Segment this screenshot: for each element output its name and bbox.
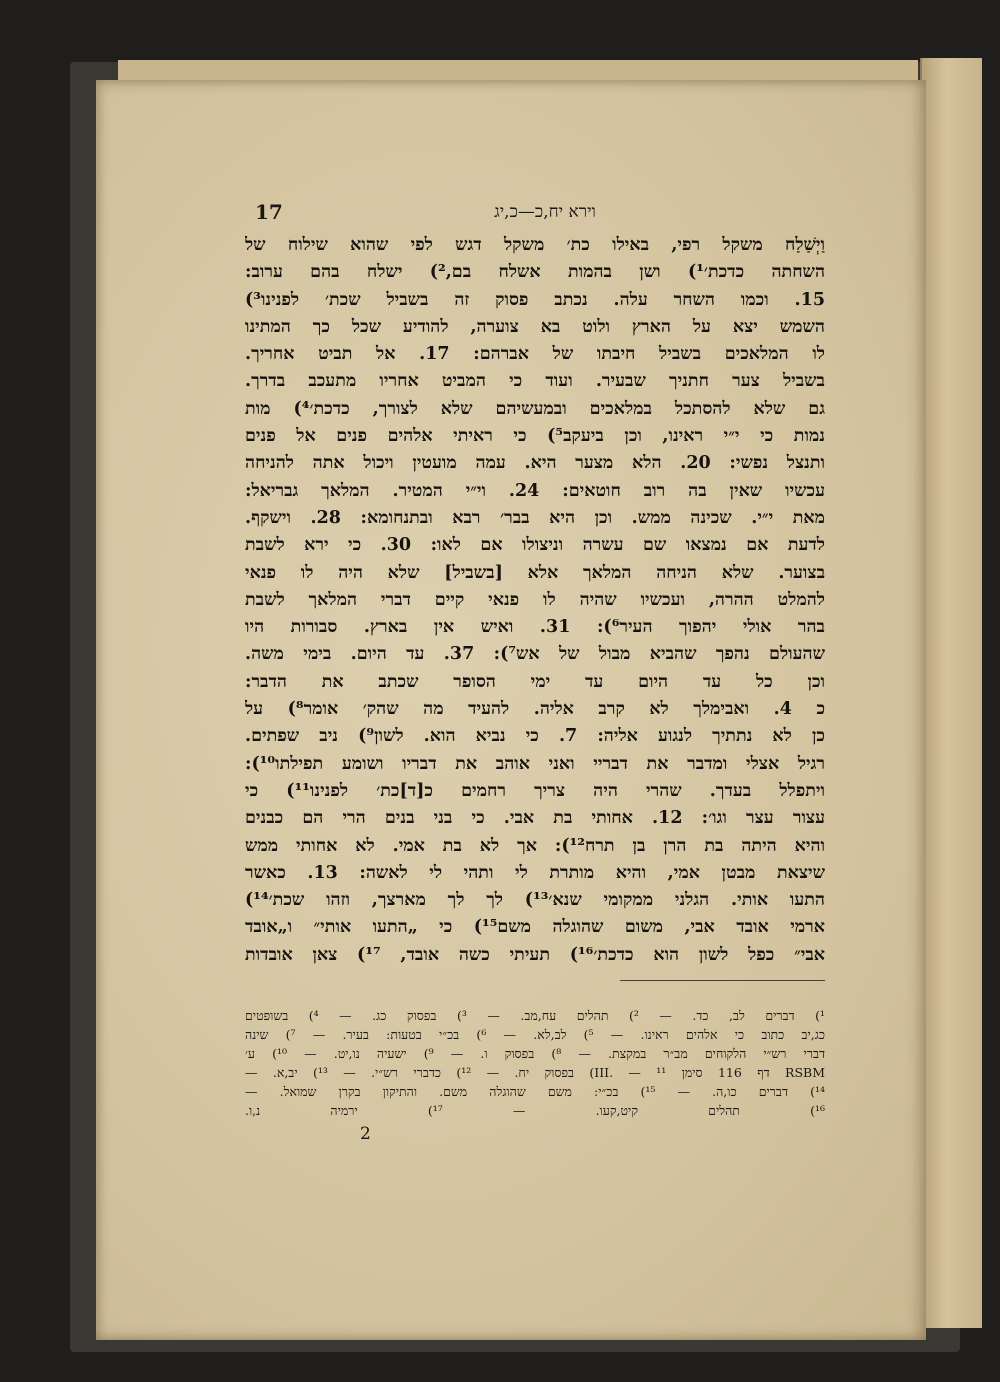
text-line: וכן כל עד היום עד ימי הסופר שכתב את הדבר:: [245, 671, 825, 692]
footnote-line: RSBM דף 116 סימן III. — ¹¹) בפסוק יח. — ¹²) כדברי רש״י. — ¹³) יב,א. —: [245, 1065, 825, 1080]
footnote-divider: [620, 980, 825, 981]
footnote-line: ¹⁶) תהלים קיט,קעו. — ¹⁷) ירמיה נ,ו.: [245, 1103, 825, 1118]
text-line: לדעת אם נמצאו שם עשרה וניצולו אם לאו: 30. כי ירא לשבת: [245, 535, 825, 556]
footnote-line: ¹⁴) דברים כו,ה. — ¹⁵) בכ״י: משם שהוגלה משם. והתיקון בקרן שמואל. —: [245, 1084, 825, 1099]
text-line: אבי״ כפל לשון הוא כדכת׳¹⁶) תעיתי כשה אובד, ¹⁷) צאן אובדות: [245, 944, 825, 965]
text-line: עצור עצר וגו׳: 12. אחותי בת אבי. כי בני בנים הרי הם כבנים: [245, 808, 825, 829]
text-line: השחתה כדכת׳¹) ושן בהמות אשלח בם,²) ישלח בהם ערוב:: [245, 262, 825, 283]
text-line: נמות כי י״י ראינו, וכן ביעקב⁵) כי ראיתי אלהים פנים אל פנים: [245, 426, 825, 447]
text-line: גם שלא להסתכל במלאכים ובמעשיהם שלא לצורך, כדכת׳⁴) מות: [245, 398, 825, 419]
text-line: השמש יצא על הארץ ולוט בא צוערה, להודיע שכל כך המתינו: [245, 316, 825, 337]
text-line: מאת י״י. שכינה ממש. וכן היא בבר׳ רבא ובתנחומא: 28. וישקף.: [245, 507, 825, 528]
text-line: וַיְשַׁלַח משקל רפי, באילו כת׳ משקל דגש לפי שהוא שילוח של: [245, 235, 825, 255]
text-line: לו המלאכים בשביל חיבתו של אברהם: 17. אל תביט אחריך.: [245, 344, 825, 365]
text-line: בצוער. שלא הניחה המלאך אלא [בשביל] שלא היה לו פנאי: [245, 562, 825, 583]
text-line: כן לא נתתיך לנגוע אליה: 7. כי נביא הוא. לשון⁹) ניב שפתים.: [245, 726, 825, 747]
text-line: התעו אותי. הגלני ממקומי שנא׳¹³) לך לך מארצך, וזהו שכת׳¹⁴): [245, 890, 825, 911]
text-line: רגיל אצלי ומדבר את דבריי ואני אוהב את דבריו ושומע תפילתו¹⁰):: [245, 753, 825, 774]
footnote-line: דברי רש״י הלקוחים מב״ר במקצת. — ⁸) בפסוק ו. — ⁹) ישעיה נו,יט. — ¹⁰) ע׳: [245, 1046, 825, 1061]
text-line: בהר אולי יהפוך העיר⁶): 31. ואיש אין בארץ. סבורות היו: [245, 617, 825, 638]
text-line: בשביל צער חתניך שבעיר. ועוד כי המביט אחריו מתעכב בדרך.: [245, 371, 825, 392]
page-header: [255, 200, 825, 228]
text-line: ויתפלל בעדך. שהרי היה צריך רחמים כ[ד]כת׳ לפנינו¹¹) כי: [245, 780, 825, 801]
text-line: 15. וכמו השחר עלה. נכתב פסוק זה בשביל שכת׳ לפנינו³): [245, 289, 825, 310]
facing-page-edge: [920, 58, 982, 1328]
text-line: ותנצל נפשי: 20. הלא מצער היא. עמה מועטין ויכול אתה להניחה: [245, 453, 825, 474]
text-line: ארמי אובד אבי, משום שהוגלה משם¹⁵) כי „התעו אותי״ ו„אובד: [245, 917, 825, 938]
footnote-line: ¹) דברים לב, כד. — ²) תהלים עח,מב. — ³) בפסוק כג. — ⁴) בשופטים: [245, 1008, 825, 1023]
commentary-text: [245, 232, 825, 969]
footnotes: [245, 1006, 825, 1120]
page-number: 17: [255, 200, 283, 224]
text-line: עכשיו שאין בה רוב חוטאים: 24. וי״י המטיר. המלאך גבריאל:: [245, 480, 825, 501]
text-line: שהעולם נהפך שהביא מבול של אש⁷): 37. עד היום. בימי משה.: [245, 644, 825, 665]
text-line: שיצאת מבטן אמי, והיא מותרת לי ותהי לי לאשה: 13. כאשר: [245, 862, 825, 883]
footnote-line: כג,יב כתוב כי אלהים ראינו. — ⁵) לב,לא. — ⁶) בכ״י בטעות: בעיר. — ⁷) שינה: [245, 1027, 825, 1042]
signature-mark: 2: [360, 1124, 371, 1144]
page-top-edge: [118, 60, 918, 80]
text-line: והיא היתה בת הרן בן תרח¹²): אך לא בת אמי. לא אחותי ממש: [245, 835, 825, 856]
running-head: וירא יח,כ—כ,יג: [494, 202, 596, 222]
text-line: כ 4. ואבימלך לא קרב אליה. להעיד מה שהק׳ אומר⁸) על: [245, 699, 825, 720]
text-line: להמלט ההרה, ועכשיו שהיה לו פנאי קיים דברי המלאך לשבת: [245, 589, 825, 610]
